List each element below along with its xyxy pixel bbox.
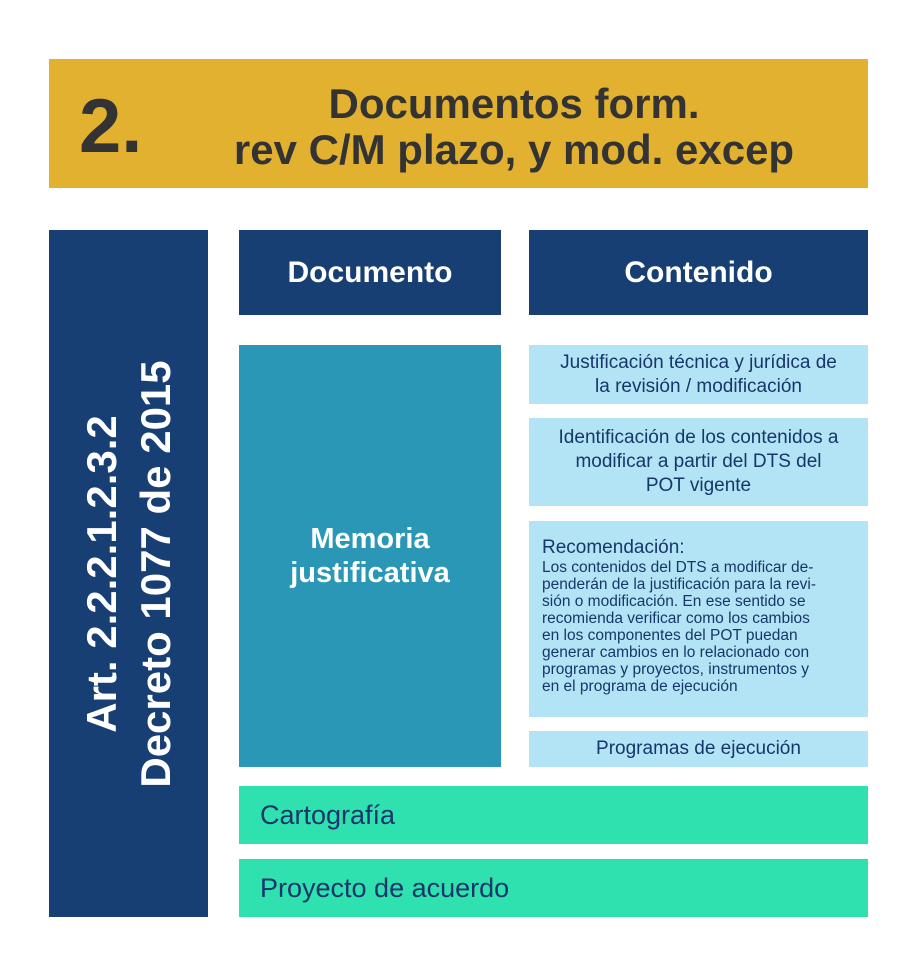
article-reference: Art. 2.2.2.1.2.3.2: [77, 414, 125, 733]
decree-reference: Decreto 1077 de 2015: [131, 359, 179, 788]
content-text-line: modificar a partir del DTS del: [575, 451, 822, 472]
title-line-1: Documentos form.: [328, 80, 700, 127]
content-text-line: la revisión / modificación: [595, 375, 802, 397]
content-item-recomendacion: [529, 521, 868, 717]
legal-reference-panel: [49, 230, 208, 917]
page-title: [169, 81, 859, 173]
content-item-justificacion: [529, 345, 868, 404]
content-text-line: Identificación de los contenidos a: [558, 427, 839, 448]
content-text-line: Justificación técnica y jurídica de: [560, 351, 837, 373]
recomendacion-line: sión o modificación. En ese sentido se: [542, 593, 806, 610]
recomendacion-line: penderán de la justificación para la revi-: [542, 576, 816, 593]
recomendacion-title: Recomendación:: [542, 537, 685, 558]
column-header-contenido: Contenido: [529, 230, 868, 315]
recomendacion-line: generar cambios en lo relacionado con: [542, 644, 810, 661]
memoria-justificativa-box: [239, 345, 501, 767]
proyecto-de-acuerdo-box: Proyecto de acuerdo: [239, 859, 868, 917]
title-line-2: rev C/M plazo, y mod. excep: [233, 126, 795, 173]
title-banner: [49, 59, 868, 188]
content-text-line: POT vigente: [645, 475, 752, 496]
memoria-line-1: Memoria: [310, 523, 430, 555]
section-number: 2.: [79, 84, 143, 169]
recomendacion-line: en los componentes del POT puedan: [542, 627, 798, 644]
column-header-documento: Documento: [239, 230, 501, 315]
recomendacion-body: [542, 559, 858, 695]
content-item-identificacion: [529, 418, 868, 506]
recomendacion-line: programas y proyectos, instrumentos y: [542, 661, 810, 678]
memoria-line-2: justificativa: [290, 557, 450, 589]
legal-reference-text: [75, 360, 183, 787]
cartografia-box: Cartografía: [239, 786, 868, 844]
recomendacion-line: Los contenidos del DTS a modificar de-: [542, 559, 814, 576]
recomendacion-line: recomienda verificar como los cambios: [542, 610, 810, 627]
content-item-programas: Programas de ejecución: [529, 731, 868, 767]
recomendacion-line: en el programa de ejecución: [542, 678, 738, 695]
